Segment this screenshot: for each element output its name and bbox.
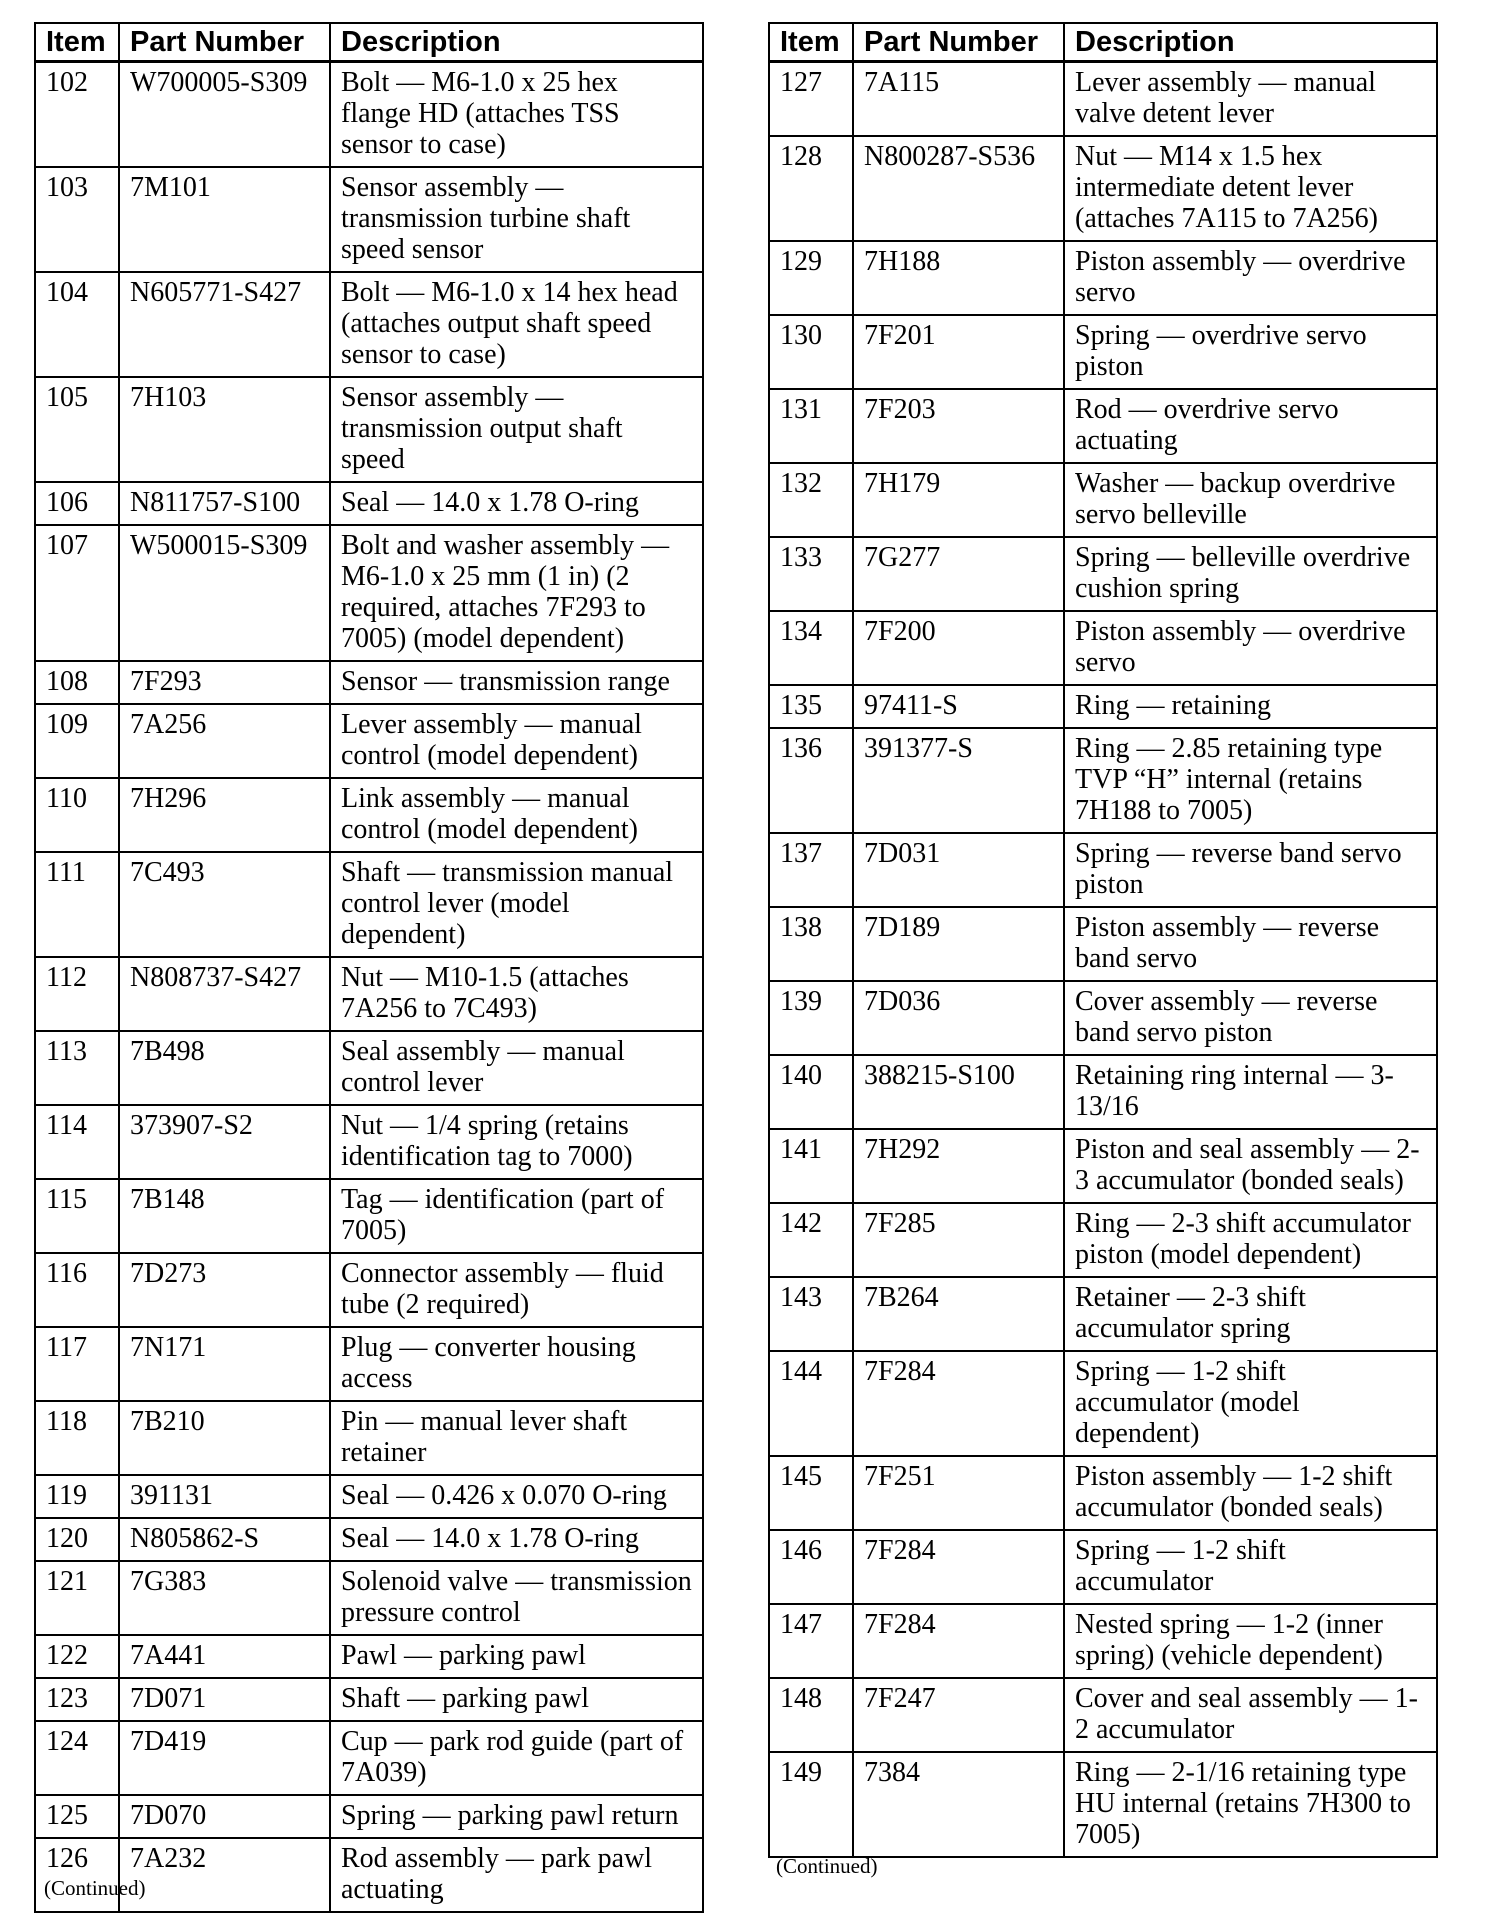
item-number-cell: 111: [35, 852, 119, 957]
item-number-cell: 144: [769, 1351, 853, 1456]
continued-note-right: (Continued): [776, 1854, 878, 1878]
part-number-cell: 7F200: [853, 611, 1064, 685]
item-number-cell: 122: [35, 1635, 119, 1678]
description-cell: Spring — 1-2 shift accumulator: [1064, 1530, 1437, 1604]
parts-table-right: [768, 22, 1438, 1858]
item-number-cell: 102: [35, 62, 119, 168]
description-cell: Lever assembly — manual control (model dependent): [330, 704, 703, 778]
item-number-cell: 129: [769, 241, 853, 315]
item-number-cell: 127: [769, 62, 853, 137]
item-number-cell: 116: [35, 1253, 119, 1327]
item-number-cell: 148: [769, 1678, 853, 1752]
item-header: Item: [35, 23, 119, 62]
item-number-cell: 109: [35, 704, 119, 778]
item-number-cell: 112: [35, 957, 119, 1031]
item-number-cell: 113: [35, 1031, 119, 1105]
part-number-cell: 391377-S: [853, 728, 1064, 833]
part-number-cell: 7A441: [119, 1635, 330, 1678]
item-number-cell: 138: [769, 907, 853, 981]
item-number-cell: 134: [769, 611, 853, 685]
table-row: [35, 1561, 703, 1635]
table-row: [769, 981, 1437, 1055]
part-number-cell: 7F285: [853, 1203, 1064, 1277]
table-row: [769, 1351, 1437, 1456]
table-row: [769, 62, 1437, 137]
description-cell: Bolt and washer assembly — M6-1.0 x 25 mm (1 in) (2 required, attaches 7F293 to 7005) (model dependent): [330, 525, 703, 661]
description-cell: Tag — identification (part of 7005): [330, 1179, 703, 1253]
part-number-header: Part Number: [853, 23, 1064, 62]
item-number-cell: 126: [35, 1838, 119, 1912]
description-cell: Solenoid valve — transmission pressure control: [330, 1561, 703, 1635]
part-number-cell: 7F203: [853, 389, 1064, 463]
item-number-cell: 105: [35, 377, 119, 482]
table-row: [769, 833, 1437, 907]
item-number-cell: 146: [769, 1530, 853, 1604]
part-number-cell: 7N171: [119, 1327, 330, 1401]
description-cell: Shaft — transmission manual control lever (model dependent): [330, 852, 703, 957]
part-number-cell: 7G383: [119, 1561, 330, 1635]
part-number-cell: 7F247: [853, 1678, 1064, 1752]
description-cell: Retaining ring internal — 3-13/16: [1064, 1055, 1437, 1129]
description-cell: Rod assembly — park pawl actuating: [330, 1838, 703, 1912]
item-number-cell: 147: [769, 1604, 853, 1678]
description-cell: Link assembly — manual control (model dependent): [330, 778, 703, 852]
item-number-cell: 140: [769, 1055, 853, 1129]
description-cell: Piston assembly — 1-2 shift accumulator (bonded seals): [1064, 1456, 1437, 1530]
table-row: [769, 1530, 1437, 1604]
part-number-cell: N805862-S: [119, 1518, 330, 1561]
description-cell: Piston assembly — overdrive servo: [1064, 611, 1437, 685]
table-row: [769, 463, 1437, 537]
table-row: [769, 315, 1437, 389]
table-row: [35, 1518, 703, 1561]
item-number-cell: 115: [35, 1179, 119, 1253]
description-cell: Bolt — M6-1.0 x 14 hex head (attaches output shaft speed sensor to case): [330, 272, 703, 377]
table-row: [769, 611, 1437, 685]
item-number-cell: 118: [35, 1401, 119, 1475]
table-row: [35, 661, 703, 704]
parts-table-left-body: [35, 62, 703, 1913]
table-row: [769, 1678, 1437, 1752]
part-number-cell: N800287-S536: [853, 136, 1064, 241]
description-cell: Spring — 1-2 shift accumulator (model dependent): [1064, 1351, 1437, 1456]
description-cell: Rod — overdrive servo actuating: [1064, 389, 1437, 463]
part-number-header: Part Number: [119, 23, 330, 62]
table-row: [769, 1277, 1437, 1351]
description-cell: Nested spring — 1-2 (inner spring) (vehicle dependent): [1064, 1604, 1437, 1678]
item-number-cell: 143: [769, 1277, 853, 1351]
description-header: Description: [330, 23, 703, 62]
parts-table-left: [34, 22, 704, 1913]
part-number-cell: N808737-S427: [119, 957, 330, 1031]
description-cell: Spring — belleville overdrive cushion spring: [1064, 537, 1437, 611]
description-cell: Seal assembly — manual control lever: [330, 1031, 703, 1105]
part-number-cell: 7D031: [853, 833, 1064, 907]
item-number-cell: 121: [35, 1561, 119, 1635]
part-number-cell: N605771-S427: [119, 272, 330, 377]
description-cell: Retainer — 2-3 shift accumulator spring: [1064, 1277, 1437, 1351]
description-cell: Piston assembly — overdrive servo: [1064, 241, 1437, 315]
description-cell: Cover and seal assembly — 1-2 accumulator: [1064, 1678, 1437, 1752]
part-number-cell: 7H292: [853, 1129, 1064, 1203]
item-number-cell: 103: [35, 167, 119, 272]
description-cell: Nut — 1/4 spring (retains identification tag to 7000): [330, 1105, 703, 1179]
table-row: [769, 1752, 1437, 1857]
item-number-cell: 145: [769, 1456, 853, 1530]
part-number-cell: 7A256: [119, 704, 330, 778]
part-number-cell: N811757-S100: [119, 482, 330, 525]
item-number-cell: 128: [769, 136, 853, 241]
table-row: [769, 389, 1437, 463]
table-row: [35, 957, 703, 1031]
item-number-cell: 104: [35, 272, 119, 377]
item-number-cell: 117: [35, 1327, 119, 1401]
item-number-cell: 149: [769, 1752, 853, 1857]
table-row: [35, 1678, 703, 1721]
description-cell: Seal — 14.0 x 1.78 O-ring: [330, 1518, 703, 1561]
description-cell: Seal — 14.0 x 1.78 O-ring: [330, 482, 703, 525]
table-row: [35, 377, 703, 482]
part-number-cell: W500015-S309: [119, 525, 330, 661]
item-number-cell: 141: [769, 1129, 853, 1203]
part-number-cell: 7B498: [119, 1031, 330, 1105]
table-row: [35, 482, 703, 525]
part-number-cell: 97411-S: [853, 685, 1064, 728]
item-number-cell: 124: [35, 1721, 119, 1795]
description-cell: Ring — retaining: [1064, 685, 1437, 728]
part-number-cell: 7B264: [853, 1277, 1064, 1351]
part-number-cell: 7B210: [119, 1401, 330, 1475]
description-cell: Plug — converter housing access: [330, 1327, 703, 1401]
table-row: [769, 728, 1437, 833]
item-header: Item: [769, 23, 853, 62]
item-number-cell: 110: [35, 778, 119, 852]
header-row: [35, 23, 703, 62]
part-number-cell: 7M101: [119, 167, 330, 272]
table-row: [769, 136, 1437, 241]
table-row: [769, 1456, 1437, 1530]
table-row: [769, 907, 1437, 981]
description-cell: Spring — reverse band servo piston: [1064, 833, 1437, 907]
part-number-cell: 7F201: [853, 315, 1064, 389]
description-cell: Spring — overdrive servo piston: [1064, 315, 1437, 389]
description-cell: Cup — park rod guide (part of 7A039): [330, 1721, 703, 1795]
part-number-cell: 7F293: [119, 661, 330, 704]
table-row: [35, 1031, 703, 1105]
table-row: [769, 1203, 1437, 1277]
table-row: [35, 1105, 703, 1179]
table-row: [35, 1179, 703, 1253]
part-number-cell: 7B148: [119, 1179, 330, 1253]
table-row: [769, 1129, 1437, 1203]
item-number-cell: 125: [35, 1795, 119, 1838]
part-number-cell: 7D419: [119, 1721, 330, 1795]
item-number-cell: 132: [769, 463, 853, 537]
table-row: [35, 1795, 703, 1838]
description-header: Description: [1064, 23, 1437, 62]
part-number-cell: 7H296: [119, 778, 330, 852]
part-number-cell: 391131: [119, 1475, 330, 1518]
table-row: [769, 685, 1437, 728]
table-row: [769, 537, 1437, 611]
table-row: [769, 241, 1437, 315]
description-cell: Bolt — M6-1.0 x 25 hex flange HD (attaches TSS sensor to case): [330, 62, 703, 168]
table-row: [769, 1604, 1437, 1678]
description-cell: Washer — backup overdrive servo belleville: [1064, 463, 1437, 537]
description-cell: Spring — parking pawl return: [330, 1795, 703, 1838]
description-cell: Shaft — parking pawl: [330, 1678, 703, 1721]
item-number-cell: 107: [35, 525, 119, 661]
description-cell: Sensor assembly — transmission turbine shaft speed sensor: [330, 167, 703, 272]
header-row: [769, 23, 1437, 62]
description-cell: Ring — 2.85 retaining type TVP “H” internal (retains 7H188 to 7005): [1064, 728, 1437, 833]
part-number-cell: 7D071: [119, 1678, 330, 1721]
item-number-cell: 131: [769, 389, 853, 463]
part-number-cell: 7G277: [853, 537, 1064, 611]
table-row: [35, 62, 703, 168]
description-cell: Sensor — transmission range: [330, 661, 703, 704]
table-row: [35, 852, 703, 957]
table-row: [35, 1721, 703, 1795]
item-number-cell: 135: [769, 685, 853, 728]
description-cell: Piston assembly — reverse band servo: [1064, 907, 1437, 981]
item-number-cell: 136: [769, 728, 853, 833]
continued-note-left: (Continued): [44, 1876, 146, 1900]
table-row: [35, 1475, 703, 1518]
description-cell: Connector assembly — fluid tube (2 required): [330, 1253, 703, 1327]
item-number-cell: 137: [769, 833, 853, 907]
description-cell: Ring — 2-1/16 retaining type HU internal (retains 7H300 to 7005): [1064, 1752, 1437, 1857]
item-number-cell: 106: [35, 482, 119, 525]
description-cell: Pin — manual lever shaft retainer: [330, 1401, 703, 1475]
item-number-cell: 114: [35, 1105, 119, 1179]
description-cell: Piston and seal assembly — 2-3 accumulator (bonded seals): [1064, 1129, 1437, 1203]
part-number-cell: 7D070: [119, 1795, 330, 1838]
part-number-cell: 7H179: [853, 463, 1064, 537]
part-number-cell: 7F284: [853, 1351, 1064, 1456]
description-cell: Sensor assembly — transmission output shaft speed: [330, 377, 703, 482]
description-cell: Seal — 0.426 x 0.070 O-ring: [330, 1475, 703, 1518]
part-number-cell: 7D036: [853, 981, 1064, 1055]
part-number-cell: 7A115: [853, 62, 1064, 137]
part-number-cell: 7F284: [853, 1604, 1064, 1678]
item-number-cell: 130: [769, 315, 853, 389]
part-number-cell: 7H188: [853, 241, 1064, 315]
part-number-cell: 7D189: [853, 907, 1064, 981]
description-cell: Nut — M14 x 1.5 hex intermediate detent lever (attaches 7A115 to 7A256): [1064, 136, 1437, 241]
item-number-cell: 123: [35, 1678, 119, 1721]
part-number-cell: W700005-S309: [119, 62, 330, 168]
item-number-cell: 120: [35, 1518, 119, 1561]
table-row: [35, 525, 703, 661]
description-cell: Lever assembly — manual valve detent lever: [1064, 62, 1437, 137]
item-number-cell: 133: [769, 537, 853, 611]
part-number-cell: 7D273: [119, 1253, 330, 1327]
table-row: [35, 272, 703, 377]
part-number-cell: 7F251: [853, 1456, 1064, 1530]
item-number-cell: 139: [769, 981, 853, 1055]
table-row: [35, 167, 703, 272]
description-cell: Cover assembly — reverse band servo piston: [1064, 981, 1437, 1055]
description-cell: Ring — 2-3 shift accumulator piston (model dependent): [1064, 1203, 1437, 1277]
table-row: [35, 704, 703, 778]
part-number-cell: 7F284: [853, 1530, 1064, 1604]
part-number-cell: 388215-S100: [853, 1055, 1064, 1129]
description-cell: Pawl — parking pawl: [330, 1635, 703, 1678]
description-cell: Nut — M10-1.5 (attaches 7A256 to 7C493): [330, 957, 703, 1031]
item-number-cell: 142: [769, 1203, 853, 1277]
part-number-cell: 7C493: [119, 852, 330, 957]
table-row: [35, 1635, 703, 1678]
table-row: [769, 1055, 1437, 1129]
parts-table-right-body: [769, 62, 1437, 1858]
table-row: [35, 1327, 703, 1401]
table-row: [35, 1253, 703, 1327]
part-number-cell: 373907-S2: [119, 1105, 330, 1179]
part-number-cell: 7H103: [119, 377, 330, 482]
item-number-cell: 108: [35, 661, 119, 704]
table-row: [35, 778, 703, 852]
table-row: [35, 1401, 703, 1475]
item-number-cell: 119: [35, 1475, 119, 1518]
part-number-cell: 7384: [853, 1752, 1064, 1857]
part-number-cell: 7A232: [119, 1838, 330, 1912]
